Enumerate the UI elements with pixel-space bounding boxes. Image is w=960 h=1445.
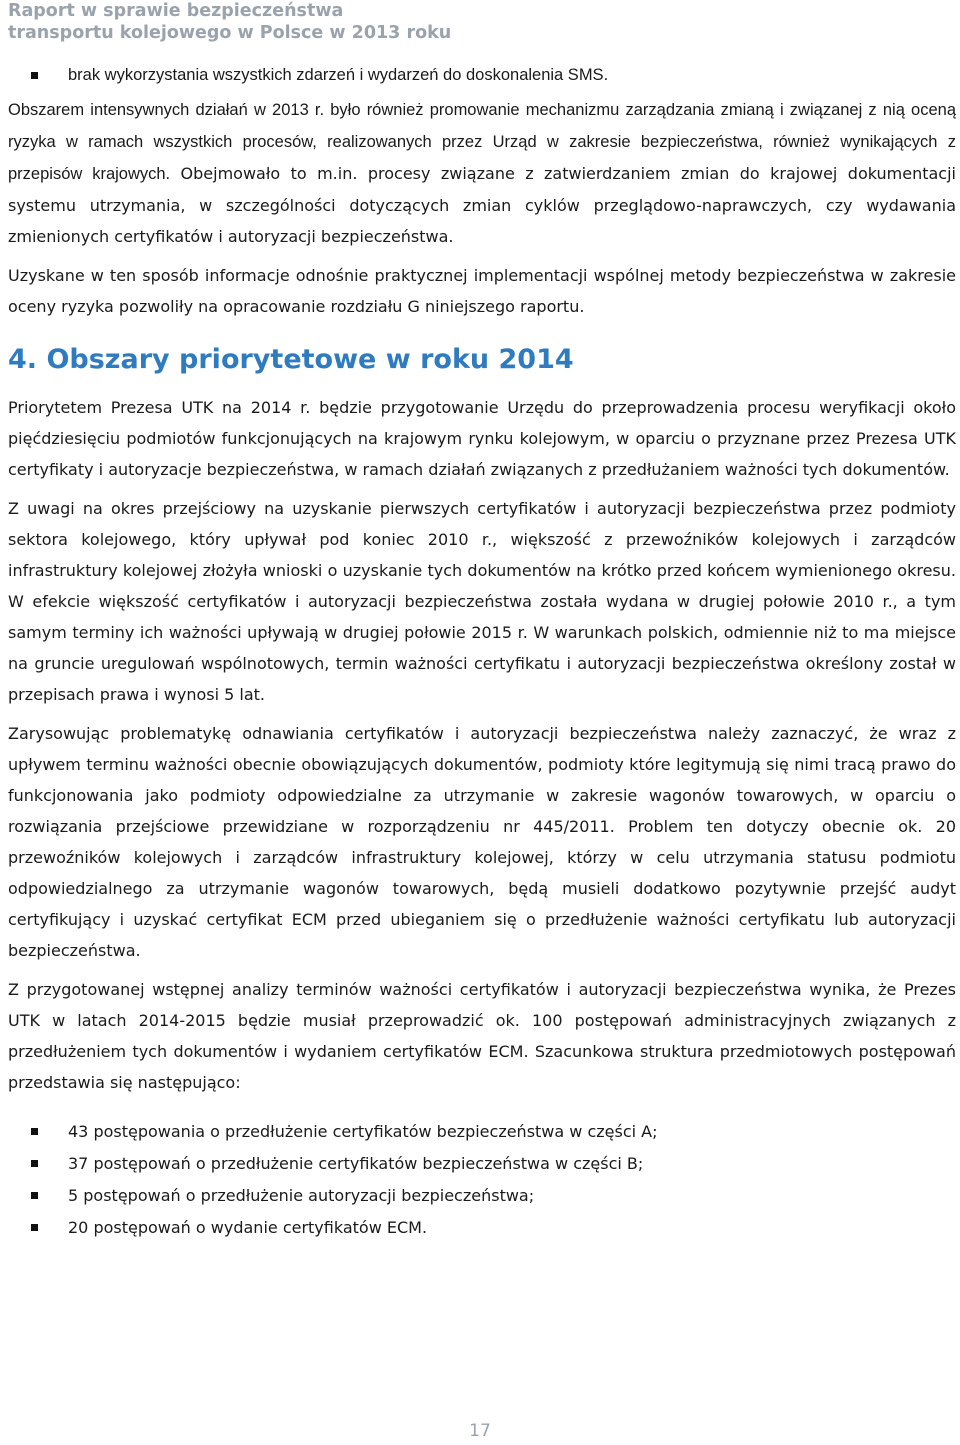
list-item xyxy=(8,1116,956,1148)
paragraph-risk-assessment: Uzyskane w ten sposób informacje odnośnie praktycznej implementacji wspólnej metody bezpieczeństwa w zakresie oceny ryzyka pozwoliły na opracowanie rozdziału G niniejszego raportu. xyxy=(8,266,956,316)
page-number: 17 xyxy=(469,1421,491,1441)
list-item xyxy=(8,1180,956,1212)
list-item-text: 20 postępowań o wydanie certyfikatów ECM. xyxy=(68,1218,428,1237)
list-item-text: brak wykorzystania wszystkich zdarzeń i wydarzeń do doskonalenia SMS. xyxy=(68,66,609,84)
list-item xyxy=(8,1212,956,1244)
document-body xyxy=(8,60,956,1244)
paragraph-change-management xyxy=(8,94,956,252)
square-bullet-icon xyxy=(31,72,38,79)
list-item-text: 43 postępowania o przedłużenie certyfikatów bezpieczeństwa w części A; xyxy=(68,1122,658,1141)
paragraph-transition-period: Z uwagi na okres przejściowy na uzyskanie pierwszych certyfikatów i autoryzacji bezpieczeństwa przez podmioty sektora kolejowego, który upływał pod koniec 2010 r., większość z przewoźników kolejowych i zarządców infrastruktury kolejowej złożyła wnioski o uzyskanie tych dokumentów na krótko przed końcem wymienionego okresu. W efekcie większość certyfikatów i autoryzacji bezpieczeństwa została wydana w drugiej połowie 2010 r., a tym samym terminy ich ważności upływają w drugiej połowie 2015 r. W warunkach polskich, odmiennie niż to ma miejsce na gruncie uregulowań wspólnotowych, termin ważności certyfikatu i autoryzacji bezpieczeństwa określony został w przepisach prawa i wynosi 5 lat. xyxy=(8,499,956,704)
list-item xyxy=(8,60,956,91)
bullet-list-proceedings xyxy=(8,1116,956,1244)
header-title-line1: Raport w sprawie bezpieczeństwa xyxy=(8,1,344,21)
section-heading: 4. Obszary priorytetowe w roku 2014 xyxy=(8,344,574,375)
bullet-list-top xyxy=(8,60,956,91)
square-bullet-icon xyxy=(31,1128,38,1135)
paragraph-priority: Priorytetem Prezesa UTK na 2014 r. będzie przygotowanie Urzędu do przeprowadzenia procesu weryfikacji około pięćdziesięciu podmiotów funkcjonujących na krajowym rynku kolejowym, w oparciu o przyznane przez Prezesa UTK certyfikaty i autoryzacje bezpieczeństwa, w ramach działań związanych z przedłużaniem ważności tych dokumentów. xyxy=(8,398,956,479)
paragraph-renewal-problem: Zarysowując problematykę odnawiania certyfikatów i autoryzacji bezpieczeństwa należy zaznaczyć, że wraz z upływem terminu ważności obecnie obowiązujących dokumentów, podmioty które legitymują się nimi tracą prawo do funkcjonowania jako podmioty odpowiedzialne za utrzymanie w zakresie wagonów towarowych, w oparciu o rozwiązania przejściowe przewidziane w rozporządzeniu nr 445/2011. Problem ten dotyczy obecnie ok. 20 przewoźników kolejowych i zarządców infrastruktury kolejowej, którzy w celu utrzymania statusu podmiotu odpowiedzialnego za utrzymanie wagonów towarowych, będą musieli dodatkowo pozytywnie przejść audyt certyfikujący i uzyskać certyfikat ECM przed ubieganiem się o przedłużenie ważności certyfikatu lub autoryzacji bezpieczeństwa. xyxy=(8,724,956,960)
list-item-text: 37 postępowań o przedłużenie certyfikatów bezpieczeństwa w części B; xyxy=(68,1154,644,1173)
paragraph-analysis: Z przygotowanej wstępnej analizy terminów ważności certyfikatów i autoryzacji bezpieczeństwa wynika, że Prezes UTK w latach 2014-2015 będzie musiał przeprowadzić ok. 100 postępowań administracyjnych związanych z przedłużeniem tych dokumentów i wydaniem certyfikatów ECM. Szacunkowa struktura przedmiotowych postępowań przedstawia się następująco: xyxy=(8,980,956,1092)
header-title-line2: transportu kolejowego w Polsce w 2013 roku xyxy=(8,23,452,43)
list-item xyxy=(8,1148,956,1180)
page-header xyxy=(8,0,451,44)
paragraph-text: Obejmowało to m.in. procesy związane z zatwierdzaniem zmian do krajowej dokumentacji systemu utrzymania, w szczególności dotyczących zmian cyklów przeglądowo-naprawczych, czy wydawania zmienionych certyfikatów i autoryzacji bezpieczeństwa. xyxy=(8,164,956,246)
square-bullet-icon xyxy=(31,1192,38,1199)
paragraph-text: Obszarem intensywnych działań w 2013 r. było również promowanie mechanizmu zarządzania zmianą i związanej z nią oceną ryzyka w ramach wszystkich procesów, realizowanych przez Urząd w zakresie bezpieczeństwa, również wynikających z przepisów krajowych. xyxy=(8,101,956,183)
square-bullet-icon xyxy=(31,1160,38,1167)
square-bullet-icon xyxy=(31,1224,38,1231)
list-item-text: 5 postępowań o przedłużenie autoryzacji bezpieczeństwa; xyxy=(68,1186,535,1205)
